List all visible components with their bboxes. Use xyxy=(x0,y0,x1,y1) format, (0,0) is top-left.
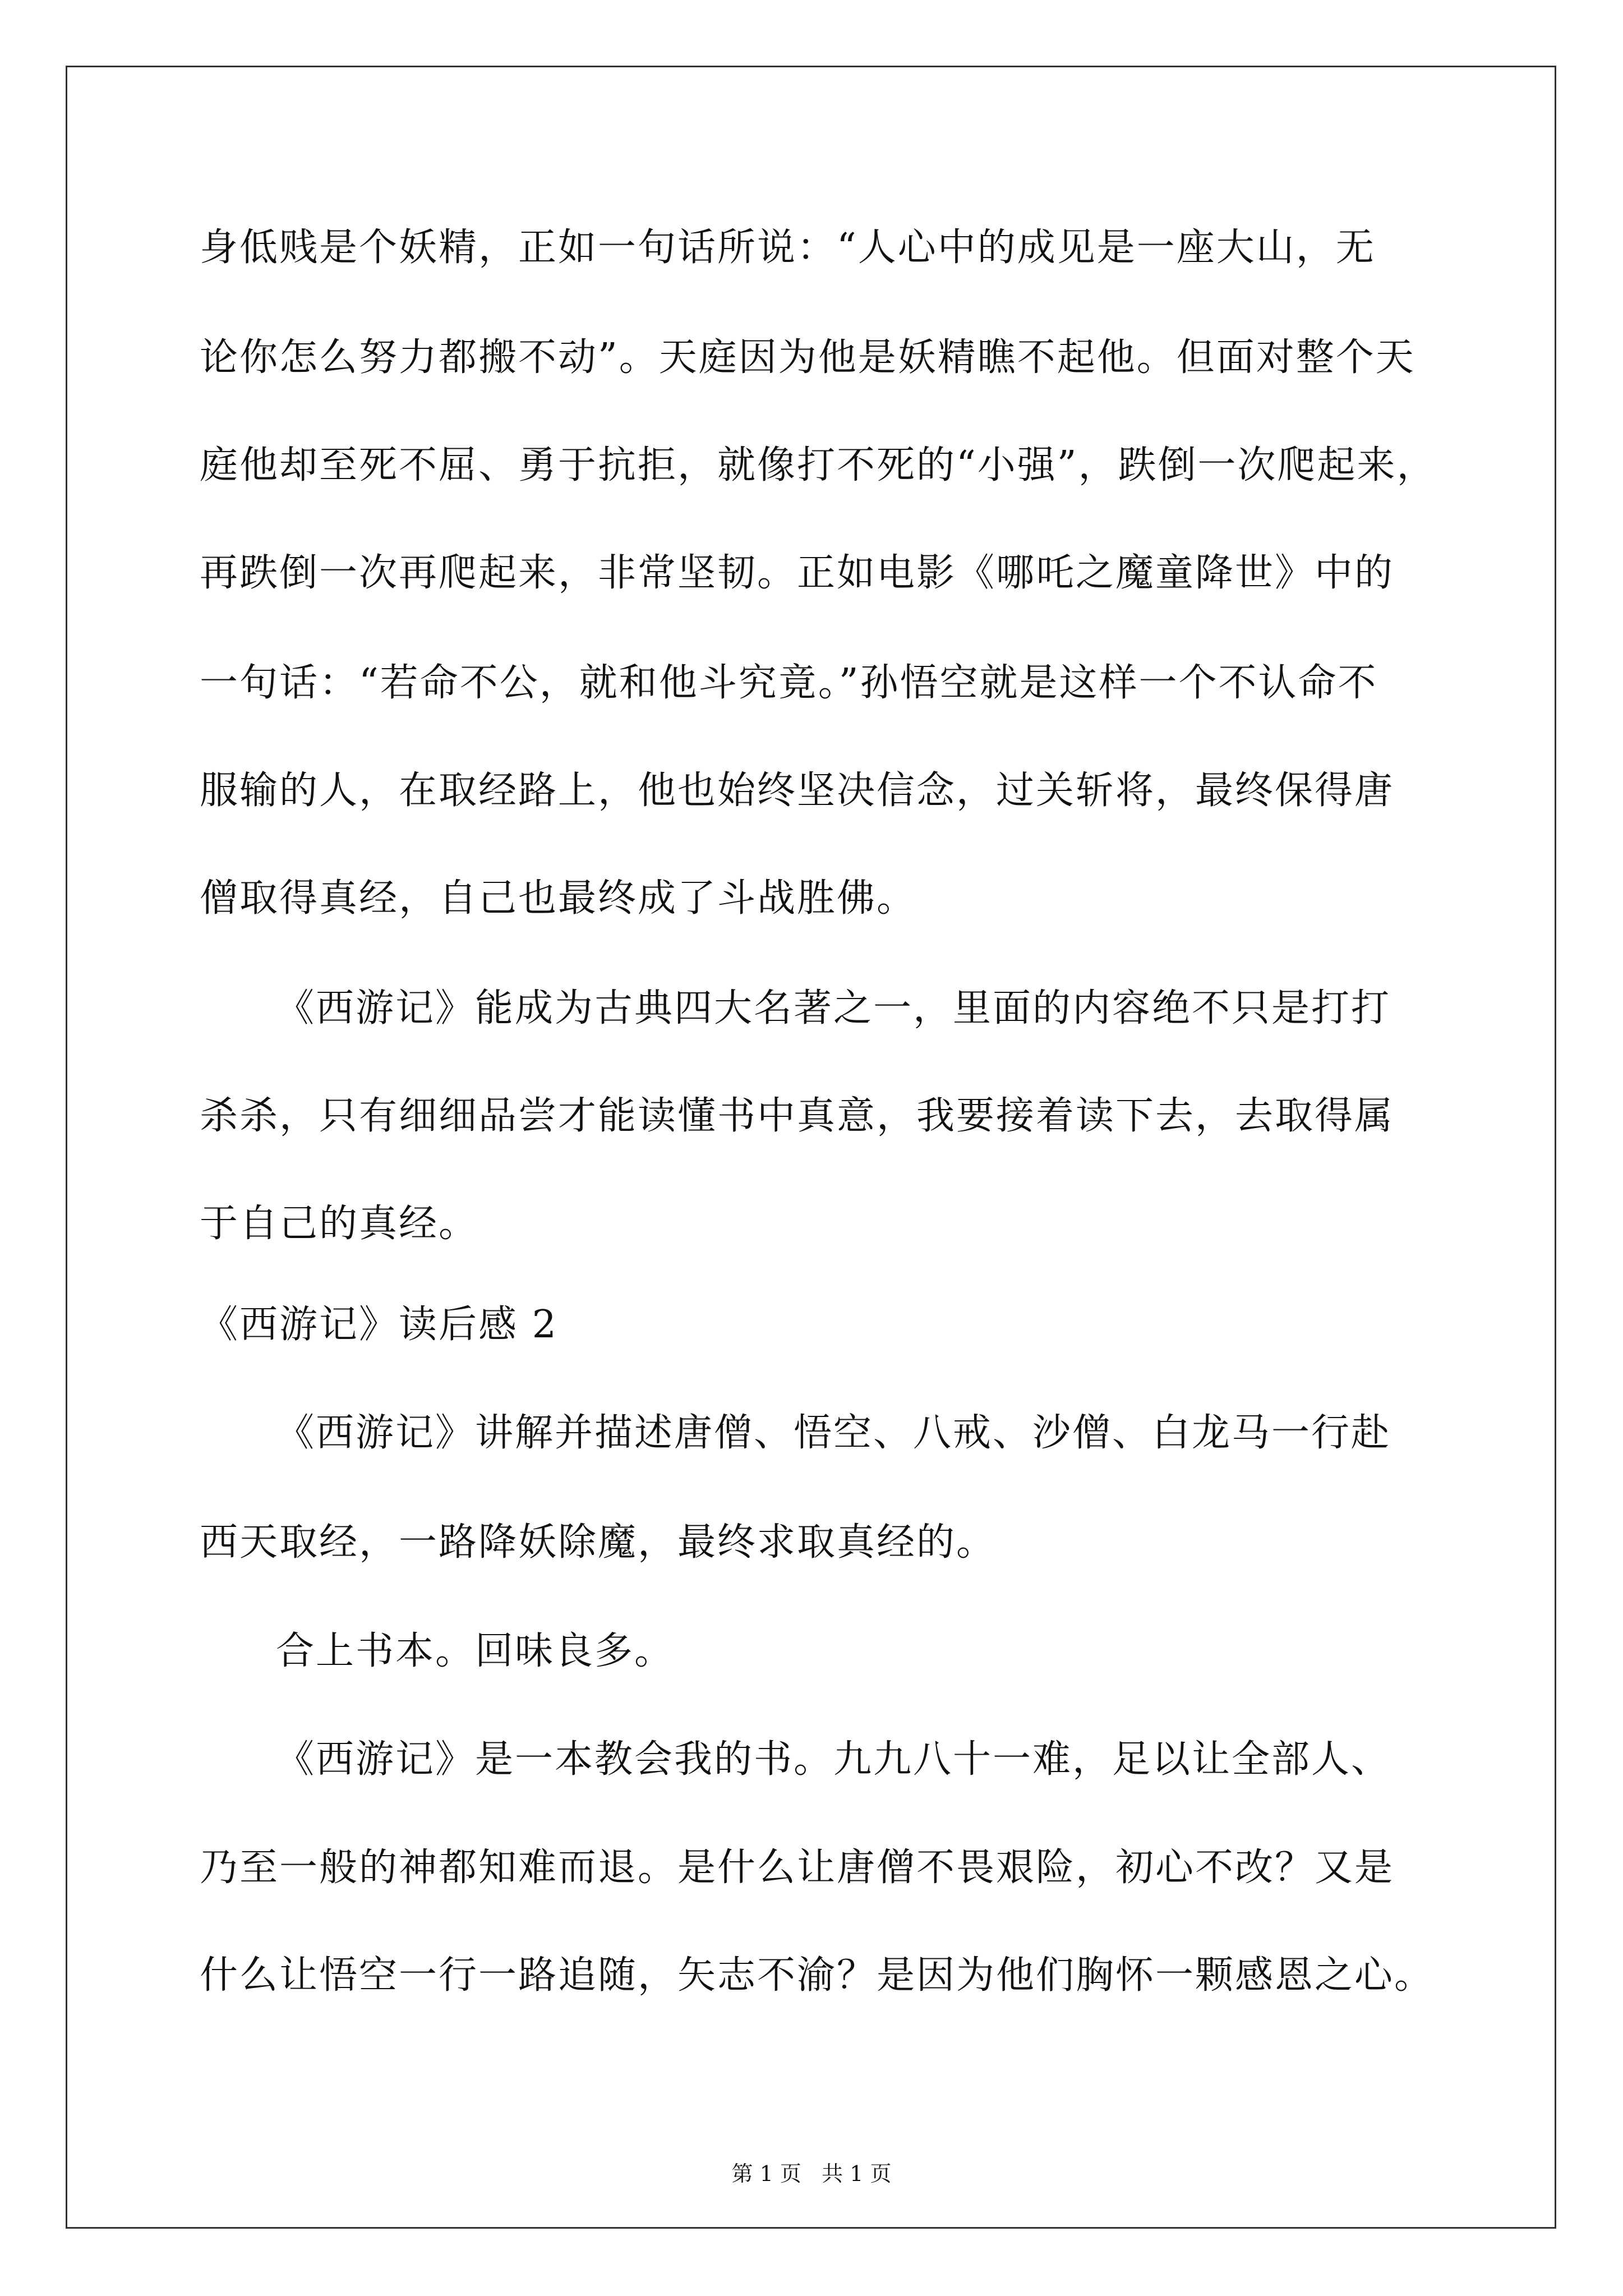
paragraph-3-line-1: 《西游记》讲解并描述唐僧、悟空、八戒、沙僧、白龙马一行赴 xyxy=(276,1411,1391,1455)
paragraph-5-line-3: 什么让悟空一行一路追随，矢志不渝？是因为他们胸怀一颗感恩之心。 xyxy=(200,1953,1435,1998)
paragraph-4-line-1: 合上书本。回味良多。 xyxy=(276,1629,675,1673)
paragraph-5-line-1: 《西游记》是一本教会我的书。九九八十一难，足以让全部人、 xyxy=(276,1737,1391,1782)
paragraph-1-line-6: 服输的人，在取经路上，他也始终坚决信念，过关斩将，最终保得唐 xyxy=(200,769,1395,813)
paragraph-1-line-1: 身低贱是个妖精，正如一句话所说：“人心中的成见是一座大山，无 xyxy=(200,226,1376,270)
paragraph-1-line-4: 再跌倒一次再爬起来，非常坚韧。正如电影《哪吒之魔童降世》中的 xyxy=(200,551,1395,595)
page-footer: 第 1 页 共 1 页 xyxy=(731,2161,892,2186)
paragraph-1-line-3: 庭他却至死不屈、勇于抗拒，就像打不死的“小强”，跌倒一次爬起来， xyxy=(200,443,1437,487)
paragraph-1-line-2: 论你怎么努力都搬不动”。天庭因为他是妖精瞧不起他。但面对整个天 xyxy=(200,335,1415,380)
section-heading: 《西游记》读后感 2 xyxy=(200,1303,558,1347)
paragraph-1-line-7: 僧取得真经，自己也最终成了斗战胜佛。 xyxy=(200,876,917,921)
page-border xyxy=(66,66,1556,2229)
paragraph-3-line-2: 西天取经，一路降妖除魔，最终求取真经的。 xyxy=(200,1520,997,1565)
paragraph-2-line-2: 杀杀，只有细细品尝才能读懂书中真意，我要接着读下去，去取得属 xyxy=(200,1094,1395,1138)
paragraph-5-line-2: 乃至一般的神都知难而退。是什么让唐僧不畏艰险，初心不改？又是 xyxy=(200,1846,1395,1890)
paragraph-2-line-1: 《西游记》能成为古典四大名著之一，里面的内容绝不只是打打 xyxy=(276,986,1391,1030)
paragraph-2-line-3: 于自己的真经。 xyxy=(200,1202,479,1246)
paragraph-1-line-5: 一句话：“若命不公，就和他斗究竟。”孙悟空就是这样一个不认命不 xyxy=(200,661,1378,705)
